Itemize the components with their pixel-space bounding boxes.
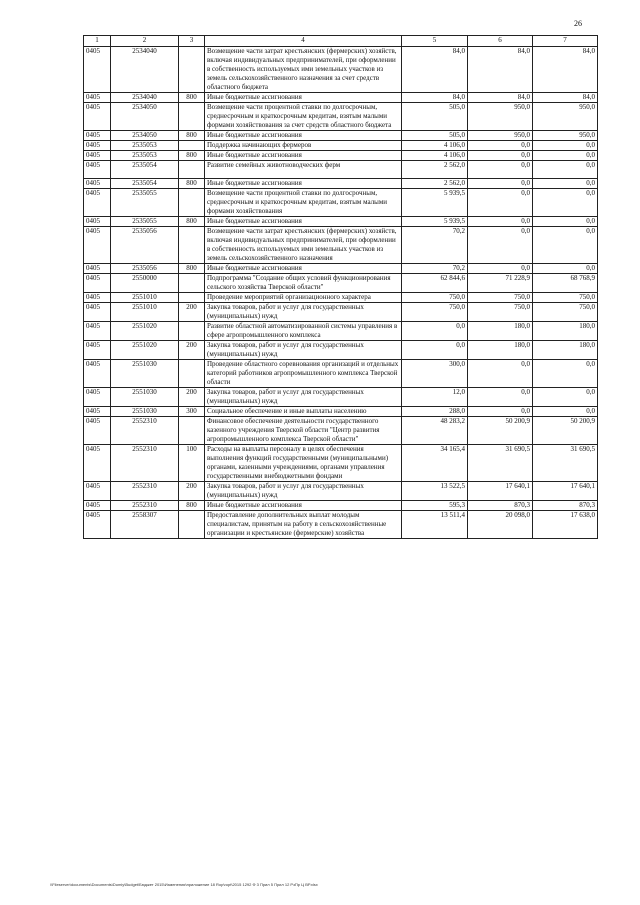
cell-name: Возмещение части процентной ставки по долгосрочным, среднесрочным и краткосрочным кредитам, взятым малыми формами хозяйствования за счет средств областного бюджета [205, 103, 402, 131]
cell-section: 0405 [84, 482, 111, 501]
cell-expense-type [179, 274, 205, 293]
cell-sum-2: 50 200,9 [468, 417, 533, 445]
cell-sum-1: 5 939,5 [402, 189, 468, 217]
cell-sum-3: 0,0 [533, 227, 598, 264]
cell-article: 2535054 [111, 179, 179, 189]
cell-name: Проведение областного соревнования организаций и отдельных категорий работников агропромышленного комплекса Тверской области [205, 360, 402, 388]
cell-sum-1: 2 562,0 [402, 161, 468, 179]
cell-section: 0405 [84, 103, 111, 131]
cell-section: 0405 [84, 141, 111, 151]
cell-sum-3: 870,3 [533, 501, 598, 511]
cell-sum-3: 50 200,9 [533, 417, 598, 445]
header-cell-section: 1 [84, 36, 111, 47]
cell-article: 2535056 [111, 264, 179, 274]
cell-section: 0405 [84, 407, 111, 417]
cell-sum-2: 180,0 [468, 341, 533, 360]
cell-sum-2: 0,0 [468, 227, 533, 264]
cell-article: 2551030 [111, 388, 179, 407]
cell-sum-1: 70,2 [402, 264, 468, 274]
table-row [84, 293, 598, 303]
cell-section: 0405 [84, 274, 111, 293]
table-row [84, 93, 598, 103]
cell-name: Закупка товаров, работ и услуг для государственных (муниципальных) нужд [205, 388, 402, 407]
cell-section: 0405 [84, 322, 111, 341]
cell-expense-type [179, 47, 205, 93]
cell-article: 2535056 [111, 227, 179, 264]
table-row [84, 388, 598, 407]
cell-article: 2535055 [111, 189, 179, 217]
cell-sum-1: 70,2 [402, 227, 468, 264]
cell-sum-1: 84,0 [402, 47, 468, 93]
cell-sum-2: 0,0 [468, 179, 533, 189]
cell-sum-1: 12,0 [402, 388, 468, 407]
cell-name: Социальное обеспечение и иные выплаты населению [205, 407, 402, 417]
table-header-row [84, 36, 598, 47]
cell-name: Возмещение части затрат крестьянских (фермерских) хозяйств, включая индивидуальных предпринимателей, при оформлении в собственность используемых ими земельных участков из земель сельскохозяйственного назначения [205, 227, 402, 264]
cell-expense-type [179, 293, 205, 303]
cell-expense-type: 200 [179, 482, 205, 501]
budget-table [83, 35, 598, 539]
header-cell-sum-1: 5 [402, 36, 468, 47]
cell-name: Поддержка начинающих фермеров [205, 141, 402, 151]
cell-sum-2: 0,0 [468, 217, 533, 227]
cell-name: Иные бюджетные ассигнования [205, 501, 402, 511]
cell-sum-1: 300,0 [402, 360, 468, 388]
cell-sum-2: 0,0 [468, 151, 533, 161]
table-row [84, 227, 598, 264]
table-body [84, 47, 598, 539]
cell-sum-3: 0,0 [533, 161, 598, 179]
header-cell-name: 4 [205, 36, 402, 47]
cell-sum-1: 62 844,6 [402, 274, 468, 293]
cell-expense-type: 200 [179, 341, 205, 360]
cell-sum-3: 31 690,5 [533, 445, 598, 482]
cell-sum-3: 0,0 [533, 360, 598, 388]
cell-name: Иные бюджетные ассигнования [205, 179, 402, 189]
cell-sum-1: 750,0 [402, 293, 468, 303]
cell-sum-2: 0,0 [468, 388, 533, 407]
cell-name: Проведение мероприятий организационного характера [205, 293, 402, 303]
header-cell-article: 2 [111, 36, 179, 47]
cell-sum-2: 84,0 [468, 47, 533, 93]
cell-article: 2552310 [111, 445, 179, 482]
cell-section: 0405 [84, 93, 111, 103]
cell-sum-1: 505,0 [402, 131, 468, 141]
cell-sum-3: 950,0 [533, 131, 598, 141]
cell-sum-3: 750,0 [533, 293, 598, 303]
cell-sum-3: 0,0 [533, 151, 598, 161]
cell-name: Иные бюджетные ассигнования [205, 217, 402, 227]
table-row [84, 341, 598, 360]
cell-sum-1: 0,0 [402, 322, 468, 341]
cell-article: 2534040 [111, 47, 179, 93]
cell-name: Расходы на выплаты персоналу в целях обеспечения выполнения функций государственными (муниципальными) органами, казенными учреждениями, органами управления государственными внебюджетными фондами [205, 445, 402, 482]
table-row [84, 264, 598, 274]
table-row [84, 360, 598, 388]
cell-article: 2535053 [111, 141, 179, 151]
cell-sum-2: 0,0 [468, 360, 533, 388]
cell-sum-3: 0,0 [533, 217, 598, 227]
cell-name: Иные бюджетные ассигнования [205, 131, 402, 141]
cell-section: 0405 [84, 264, 111, 274]
cell-section: 0405 [84, 445, 111, 482]
cell-expense-type [179, 417, 205, 445]
cell-sum-1: 4 106,0 [402, 141, 468, 151]
cell-sum-3: 0,0 [533, 189, 598, 217]
table-row [84, 189, 598, 217]
cell-name: Развитие семейных животноводческих ферм [205, 161, 402, 179]
table-row [84, 131, 598, 141]
cell-sum-3: 68 768,9 [533, 274, 598, 293]
cell-section: 0405 [84, 341, 111, 360]
cell-expense-type [179, 322, 205, 341]
table-row [84, 407, 598, 417]
cell-sum-3: 180,0 [533, 322, 598, 341]
cell-section: 0405 [84, 360, 111, 388]
cell-name: Подпрограмма "Создание общих условий функционирования сельского хозяйства Тверской области" [205, 274, 402, 293]
cell-article: 2534050 [111, 103, 179, 131]
cell-name: Возмещение части затрат крестьянских (фермерских) хозяйств, включая индивидуальных предпринимателей, при оформлении в собственность используемых ими земельных участков из земель сельскохозяйственного назначения за счет средств областного бюджета [205, 47, 402, 93]
cell-expense-type: 800 [179, 131, 205, 141]
cell-sum-2: 0,0 [468, 161, 533, 179]
header-cell-sum-3: 7 [533, 36, 598, 47]
table-row [84, 445, 598, 482]
cell-name: Закупка товаров, работ и услуг для государственных (муниципальных) нужд [205, 482, 402, 501]
cell-name: Иные бюджетные ассигнования [205, 151, 402, 161]
cell-expense-type: 100 [179, 445, 205, 482]
cell-sum-2: 0,0 [468, 264, 533, 274]
cell-sum-3: 17 638,0 [533, 511, 598, 539]
cell-name: Финансовое обеспечение деятельности государственного казенного учреждения Тверской области "Центр развития агропромышленного комплекса Тверской области" [205, 417, 402, 445]
cell-sum-2: 31 690,5 [468, 445, 533, 482]
cell-name: Закупка товаров, работ и услуг для государственных (муниципальных) нужд [205, 303, 402, 322]
cell-sum-3: 950,0 [533, 103, 598, 131]
cell-expense-type: 800 [179, 93, 205, 103]
cell-sum-1: 288,0 [402, 407, 468, 417]
cell-expense-type: 800 [179, 151, 205, 161]
cell-expense-type: 300 [179, 407, 205, 417]
cell-section: 0405 [84, 417, 111, 445]
cell-sum-1: 505,0 [402, 103, 468, 131]
cell-section: 0405 [84, 189, 111, 217]
cell-section: 0405 [84, 131, 111, 141]
file-path-footer: \\Fileserver\documents\Documents\Dumiy\Budget\Бюджет 2015\Изменения\приложение 18 Rop\ropt\2015 1292 Ф 3 Прил 5 Прил 12 РзПр Ц ВР.xlsx [50, 882, 318, 887]
table-row [84, 417, 598, 445]
cell-sum-3: 84,0 [533, 47, 598, 93]
header-cell-sum-2: 6 [468, 36, 533, 47]
cell-article: 2552310 [111, 417, 179, 445]
cell-expense-type [179, 189, 205, 217]
cell-name: Иные бюджетные ассигнования [205, 93, 402, 103]
cell-sum-3: 750,0 [533, 303, 598, 322]
cell-section: 0405 [84, 293, 111, 303]
cell-name: Возмещение части процентной ставки по долгосрочным, среднесрочным и краткосрочным кредитам, взятым малыми формами хозяйствования [205, 189, 402, 217]
cell-sum-3: 17 640,1 [533, 482, 598, 501]
table-row [84, 141, 598, 151]
cell-sum-1: 2 562,0 [402, 179, 468, 189]
table-row [84, 274, 598, 293]
cell-expense-type [179, 141, 205, 151]
cell-section: 0405 [84, 47, 111, 93]
table-row [84, 501, 598, 511]
cell-sum-2: 17 640,1 [468, 482, 533, 501]
cell-name: Развитие областной автоматизированной системы управления в сфере агропромышленного комплекса [205, 322, 402, 341]
cell-sum-3: 0,0 [533, 388, 598, 407]
cell-sum-3: 0,0 [533, 407, 598, 417]
table-row [84, 47, 598, 93]
cell-article: 2551010 [111, 293, 179, 303]
cell-sum-2: 84,0 [468, 93, 533, 103]
cell-article: 2535054 [111, 161, 179, 179]
cell-expense-type [179, 161, 205, 179]
cell-sum-2: 950,0 [468, 131, 533, 141]
cell-article: 2551030 [111, 360, 179, 388]
page-number: 26 [574, 19, 582, 28]
cell-sum-1: 84,0 [402, 93, 468, 103]
cell-article: 2535055 [111, 217, 179, 227]
cell-sum-1: 0,0 [402, 341, 468, 360]
cell-expense-type [179, 103, 205, 131]
cell-expense-type [179, 360, 205, 388]
table-row [84, 482, 598, 501]
table-row [84, 217, 598, 227]
cell-sum-3: 180,0 [533, 341, 598, 360]
cell-expense-type: 800 [179, 179, 205, 189]
cell-sum-1: 13 522,5 [402, 482, 468, 501]
cell-sum-1: 34 165,4 [402, 445, 468, 482]
header-cell-expense-type: 3 [179, 36, 205, 47]
cell-expense-type: 200 [179, 388, 205, 407]
cell-sum-1: 48 283,2 [402, 417, 468, 445]
table-row [84, 103, 598, 131]
cell-article: 2552310 [111, 482, 179, 501]
cell-article: 2551010 [111, 303, 179, 322]
cell-article: 2551020 [111, 322, 179, 341]
cell-section: 0405 [84, 227, 111, 264]
cell-sum-3: 84,0 [533, 93, 598, 103]
cell-article: 2552310 [111, 501, 179, 511]
cell-sum-2: 750,0 [468, 303, 533, 322]
table-row [84, 322, 598, 341]
cell-expense-type [179, 511, 205, 539]
cell-sum-3: 0,0 [533, 264, 598, 274]
cell-sum-3: 0,0 [533, 141, 598, 151]
cell-sum-2: 0,0 [468, 141, 533, 151]
cell-sum-1: 13 511,4 [402, 511, 468, 539]
cell-sum-2: 0,0 [468, 407, 533, 417]
cell-section: 0405 [84, 511, 111, 539]
cell-sum-2: 0,0 [468, 189, 533, 217]
cell-expense-type: 800 [179, 264, 205, 274]
cell-sum-2: 750,0 [468, 293, 533, 303]
cell-section: 0405 [84, 179, 111, 189]
table-row [84, 511, 598, 539]
cell-sum-2: 950,0 [468, 103, 533, 131]
cell-section: 0405 [84, 388, 111, 407]
cell-sum-2: 71 228,9 [468, 274, 533, 293]
cell-sum-1: 595,3 [402, 501, 468, 511]
cell-name: Иные бюджетные ассигнования [205, 264, 402, 274]
cell-expense-type: 200 [179, 303, 205, 322]
cell-article: 2534050 [111, 131, 179, 141]
cell-article: 2534040 [111, 93, 179, 103]
cell-article: 2550000 [111, 274, 179, 293]
cell-expense-type: 800 [179, 217, 205, 227]
cell-section: 0405 [84, 303, 111, 322]
cell-sum-1: 5 939,5 [402, 217, 468, 227]
cell-section: 0405 [84, 151, 111, 161]
table-row [84, 151, 598, 161]
cell-section: 0405 [84, 217, 111, 227]
cell-article: 2551030 [111, 407, 179, 417]
cell-sum-2: 870,3 [468, 501, 533, 511]
cell-name: Предоставление дополнительных выплат молодым специалистам, принятым на работу в сельскохозяйственные организации и крестьянские (фермерские) хозяйства [205, 511, 402, 539]
cell-expense-type: 800 [179, 501, 205, 511]
table-row [84, 179, 598, 189]
cell-name: Закупка товаров, работ и услуг для государственных (муниципальных) нужд [205, 341, 402, 360]
cell-sum-2: 180,0 [468, 322, 533, 341]
cell-sum-2: 20 098,0 [468, 511, 533, 539]
cell-section: 0405 [84, 501, 111, 511]
cell-article: 2551020 [111, 341, 179, 360]
cell-sum-3: 0,0 [533, 179, 598, 189]
cell-sum-1: 750,0 [402, 303, 468, 322]
cell-sum-1: 4 106,0 [402, 151, 468, 161]
cell-article: 2535053 [111, 151, 179, 161]
table-row [84, 161, 598, 179]
cell-expense-type [179, 227, 205, 264]
cell-article: 2558307 [111, 511, 179, 539]
cell-section: 0405 [84, 161, 111, 179]
table-row [84, 303, 598, 322]
